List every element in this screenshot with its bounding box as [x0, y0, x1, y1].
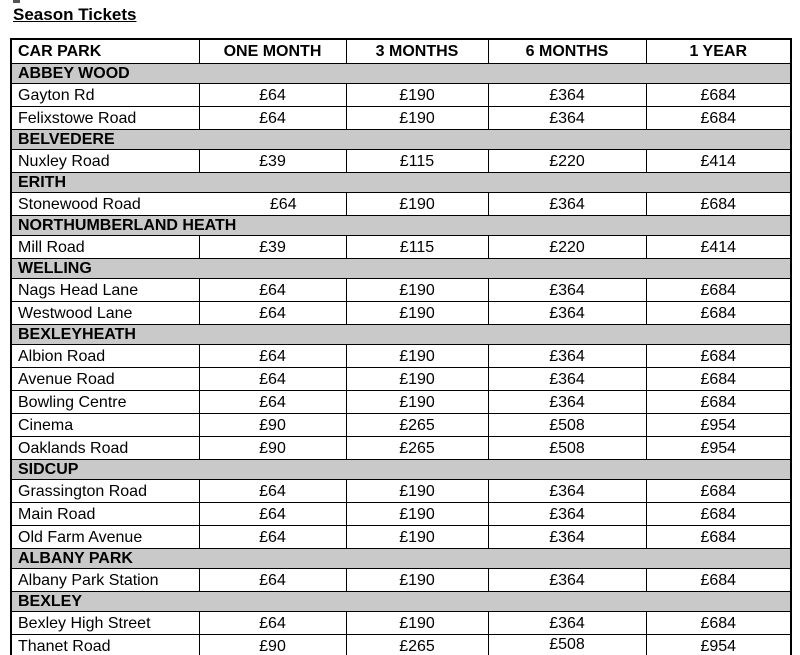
section-row — [11, 592, 791, 612]
column-header-car-park: CAR PARK — [11, 39, 199, 64]
car-park-row — [11, 279, 791, 302]
price-cell: £684 — [646, 612, 791, 635]
page-title: Season Tickets — [13, 5, 137, 24]
price-cell: £684 — [646, 84, 791, 107]
price-cell: £190 — [346, 279, 488, 302]
car-park-name: Oaklands Road — [11, 437, 199, 460]
price-cell: £64 — [199, 569, 346, 592]
car-park-name: Old Farm Avenue — [11, 526, 199, 549]
price-cell: £364 — [488, 345, 646, 368]
section-name: BEXLEYHEATH — [11, 325, 791, 345]
price-cell: £265 — [346, 414, 488, 437]
price-cell: £64 — [199, 480, 346, 503]
price-cell: £265 — [346, 437, 488, 460]
car-park-row — [11, 503, 791, 526]
price-cell: £364 — [488, 569, 646, 592]
car-park-name: Gayton Rd — [11, 84, 199, 107]
price-cell: £684 — [646, 480, 791, 503]
section-name: ABBEY WOOD — [11, 64, 791, 84]
table-body — [11, 64, 791, 655]
car-park-name: Albion Road — [11, 345, 199, 368]
price-cell: £190 — [346, 526, 488, 549]
car-park-name: Stonewood Road — [11, 193, 199, 216]
price-cell: £414 — [646, 236, 791, 259]
car-park-row — [11, 414, 791, 437]
car-park-row — [11, 302, 791, 325]
car-park-row — [11, 150, 791, 173]
car-park-row — [11, 480, 791, 503]
car-park-name: Westwood Lane — [11, 302, 199, 325]
price-cell: £684 — [646, 391, 791, 414]
price-cell: £64 — [199, 526, 346, 549]
price-cell: £364 — [488, 279, 646, 302]
price-cell: £684 — [646, 569, 791, 592]
car-park-row — [11, 236, 791, 259]
price-cell: £115 — [346, 236, 488, 259]
price-cell: £190 — [346, 503, 488, 526]
car-park-row — [11, 345, 791, 368]
car-park-name: Albany Park Station — [11, 569, 199, 592]
price-cell: £190 — [346, 612, 488, 635]
car-park-row — [11, 391, 791, 414]
price-cell: £364 — [488, 503, 646, 526]
price-cell: £190 — [346, 569, 488, 592]
table-header — [11, 39, 791, 64]
car-park-name: Grassington Road — [11, 480, 199, 503]
price-cell: £508 — [488, 635, 646, 655]
car-park-name: Cinema — [11, 414, 199, 437]
price-cell: £190 — [346, 391, 488, 414]
price-cell: £64 — [199, 612, 346, 635]
price-cell: £265 — [346, 635, 488, 655]
price-cell: £508 — [488, 437, 646, 460]
price-cell: £90 — [199, 635, 346, 655]
price-cell: £684 — [646, 526, 791, 549]
price-cell: £684 — [646, 503, 791, 526]
price-cell: £64 — [199, 302, 346, 325]
car-park-name: Avenue Road — [11, 368, 199, 391]
price-cell: £364 — [488, 368, 646, 391]
price-cell: £64 — [199, 391, 346, 414]
section-row — [11, 216, 791, 236]
price-cell: £190 — [346, 480, 488, 503]
section-row — [11, 130, 791, 150]
price-cell: £508 — [488, 414, 646, 437]
price-cell: £954 — [646, 414, 791, 437]
price-cell: £64 — [199, 345, 346, 368]
car-park-name: Nuxley Road — [11, 150, 199, 173]
section-name: BEXLEY — [11, 592, 791, 612]
price-cell: £64 — [199, 84, 346, 107]
price-cell: £364 — [488, 107, 646, 130]
price-cell: £190 — [346, 302, 488, 325]
column-header-6-months: 6 MONTHS — [488, 39, 646, 64]
price-cell: £220 — [488, 150, 646, 173]
price-cell: £684 — [646, 345, 791, 368]
column-header-one-month: ONE MONTH — [199, 39, 346, 64]
section-row — [11, 173, 791, 193]
price-cell: £364 — [488, 526, 646, 549]
scan-artifact-mark — [13, 0, 20, 3]
price-cell: £954 — [646, 635, 791, 655]
price-cell: £364 — [488, 84, 646, 107]
price-cell: £90 — [199, 437, 346, 460]
price-cell: £364 — [488, 391, 646, 414]
price-cell: £684 — [646, 193, 791, 216]
car-park-name: Mill Road — [11, 236, 199, 259]
price-cell: £64 — [199, 503, 346, 526]
price-cell: £64 — [199, 193, 346, 216]
car-park-row — [11, 526, 791, 549]
column-header-3-months: 3 MONTHS — [346, 39, 488, 64]
price-cell: £190 — [346, 345, 488, 368]
section-row — [11, 325, 791, 345]
car-park-row — [11, 193, 791, 216]
car-park-row — [11, 635, 791, 655]
price-cell: £364 — [488, 193, 646, 216]
section-name: BELVEDERE — [11, 130, 791, 150]
header-row — [11, 39, 791, 64]
price-cell: £684 — [646, 368, 791, 391]
section-row — [11, 549, 791, 569]
price-cell: £64 — [199, 368, 346, 391]
section-name: WELLING — [11, 259, 791, 279]
price-cell: £190 — [346, 84, 488, 107]
car-park-row — [11, 437, 791, 460]
price-cell: £190 — [346, 193, 488, 216]
car-park-name: Felixstowe Road — [11, 107, 199, 130]
price-cell: £190 — [346, 368, 488, 391]
price-cell: £115 — [346, 150, 488, 173]
price-cell: £414 — [646, 150, 791, 173]
price-cell: £64 — [199, 279, 346, 302]
price-cell: £954 — [646, 437, 791, 460]
car-park-row — [11, 569, 791, 592]
price-cell: £364 — [488, 480, 646, 503]
price-cell: £684 — [646, 302, 791, 325]
car-park-name: Bexley High Street — [11, 612, 199, 635]
car-park-name: Bowling Centre — [11, 391, 199, 414]
price-cell: £39 — [199, 236, 346, 259]
price-cell: £90 — [199, 414, 346, 437]
price-cell: £64 — [199, 107, 346, 130]
car-park-row — [11, 368, 791, 391]
price-cell: £39 — [199, 150, 346, 173]
car-park-row — [11, 107, 791, 130]
car-park-row — [11, 612, 791, 635]
car-park-row — [11, 84, 791, 107]
section-name: SIDCUP — [11, 460, 791, 480]
column-header-1-year: 1 YEAR — [646, 39, 791, 64]
section-row — [11, 64, 791, 84]
car-park-name: Thanet Road — [11, 635, 199, 655]
price-cell: £364 — [488, 612, 646, 635]
section-name: ALBANY PARK — [11, 549, 791, 569]
price-cell: £684 — [646, 279, 791, 302]
section-row — [11, 259, 791, 279]
price-cell: £190 — [346, 107, 488, 130]
section-name: NORTHUMBERLAND HEATH — [11, 216, 791, 236]
price-cell: £220 — [488, 236, 646, 259]
section-row — [11, 460, 791, 480]
price-cell: £684 — [646, 107, 791, 130]
section-name: ERITH — [11, 173, 791, 193]
price-cell: £364 — [488, 302, 646, 325]
car-park-name: Main Road — [11, 503, 199, 526]
car-park-name: Nags Head Lane — [11, 279, 199, 302]
season-tickets-table — [10, 38, 792, 655]
